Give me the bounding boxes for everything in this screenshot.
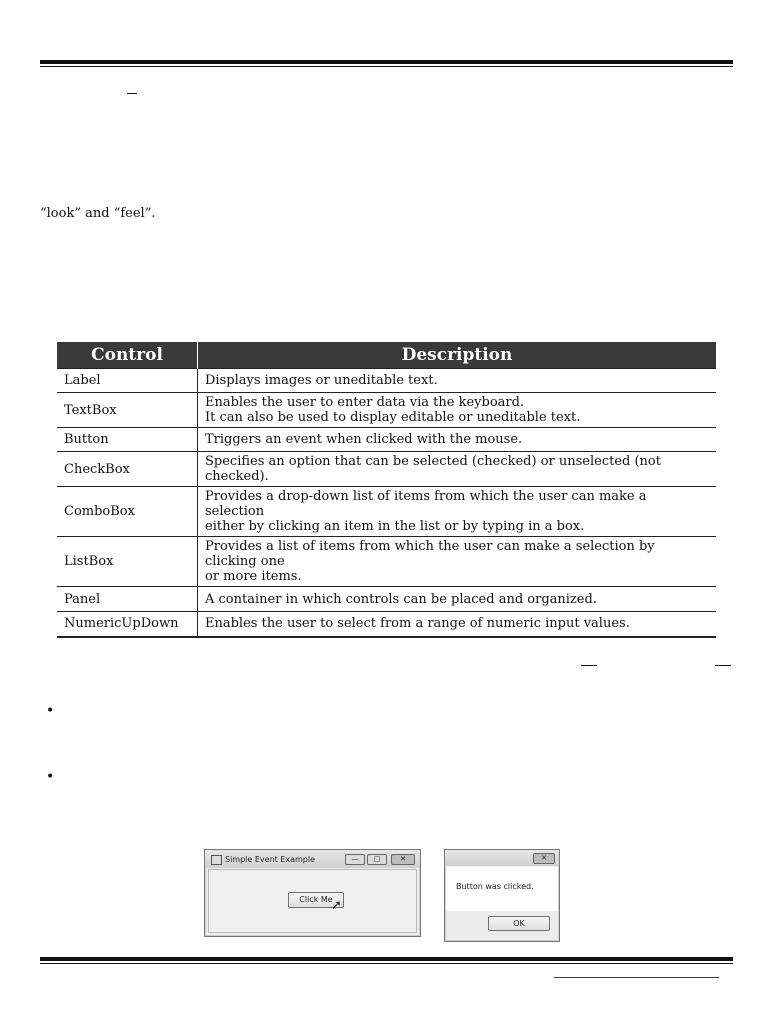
close-icon[interactable]: ✕ bbox=[533, 853, 555, 864]
description-line: Provides a list of items from which the user can make a selection by clicking one bbox=[205, 539, 655, 569]
table-row bbox=[57, 537, 716, 587]
description-line: or more items. bbox=[205, 569, 302, 584]
table-row bbox=[57, 369, 716, 393]
description-line: either by clicking an item in the list or by typing in a box. bbox=[205, 519, 585, 534]
cell-control: NumericUpDown bbox=[57, 612, 198, 637]
cell-control: ComboBox bbox=[57, 487, 198, 537]
description-line: Enables the user to select from a range of numeric input values. bbox=[205, 616, 630, 632]
cell-description bbox=[198, 393, 717, 428]
cell-control: ListBox bbox=[57, 537, 198, 587]
header-rule-thick bbox=[40, 60, 733, 64]
table-row bbox=[57, 587, 716, 612]
header-description: Description bbox=[198, 342, 717, 369]
dash-mark bbox=[127, 93, 137, 94]
close-icon[interactable]: ✕ bbox=[391, 854, 415, 865]
description-line: Displays images or uneditable text. bbox=[205, 373, 438, 388]
footer-rule-thin bbox=[40, 963, 733, 964]
controls-table bbox=[57, 342, 716, 638]
window-titlebar bbox=[205, 850, 420, 868]
window-client-area bbox=[208, 869, 417, 933]
cell-description bbox=[198, 487, 717, 537]
cell-control: Label bbox=[57, 369, 198, 393]
dash-mark bbox=[715, 665, 731, 666]
description-line: Specifies an option that can be selected (checked) or unselected (not checked). bbox=[205, 454, 661, 484]
message-dialog bbox=[444, 849, 560, 942]
table-row bbox=[57, 428, 716, 452]
app-icon bbox=[211, 855, 222, 865]
cell-control: Panel bbox=[57, 587, 198, 612]
simple-event-window bbox=[204, 849, 421, 937]
cell-control: Button bbox=[57, 428, 198, 452]
header-control: Control bbox=[57, 342, 198, 369]
table-row bbox=[57, 393, 716, 428]
footer-link-underline[interactable] bbox=[554, 977, 719, 978]
dialog-titlebar bbox=[445, 850, 559, 866]
cell-control: CheckBox bbox=[57, 452, 198, 487]
bullet-marker: • bbox=[46, 703, 55, 719]
window-title: Simple Event Example bbox=[225, 855, 316, 864]
bullet-marker: • bbox=[46, 769, 55, 785]
maximize-icon[interactable]: □ bbox=[367, 854, 387, 865]
cell-description bbox=[198, 537, 717, 587]
cell-control: TextBox bbox=[57, 393, 198, 428]
ok-button[interactable]: OK bbox=[488, 916, 550, 931]
look-feel-text: “look” and “feel”. bbox=[40, 206, 156, 221]
cell-description bbox=[198, 369, 717, 393]
dash-mark bbox=[581, 665, 597, 666]
table-header-row bbox=[57, 342, 716, 369]
mouse-cursor-icon: ➚ bbox=[331, 898, 342, 913]
description-line: Provides a drop-down list of items from which the user can make a selection bbox=[205, 489, 647, 519]
minimize-icon[interactable]: — bbox=[345, 854, 365, 865]
click-me-button[interactable]: Click Me bbox=[288, 892, 344, 908]
description-line: Enables the user to enter data via the keyboard. bbox=[205, 395, 525, 410]
cell-description bbox=[198, 428, 717, 452]
description-line: A container in which controls can be placed and organized. bbox=[205, 591, 597, 607]
cell-description bbox=[198, 612, 717, 637]
cell-description bbox=[198, 587, 717, 612]
dialog-message-area bbox=[446, 867, 558, 911]
cell-description bbox=[198, 452, 717, 487]
header-rule-thin bbox=[40, 66, 733, 67]
description-line: Triggers an event when clicked with the mouse. bbox=[205, 432, 523, 447]
dialog-message: Button was clicked. bbox=[456, 882, 534, 891]
description-line: It can also be used to display editable or uneditable text. bbox=[205, 410, 581, 425]
footer-rule-thick bbox=[40, 957, 733, 961]
table-row bbox=[57, 612, 716, 637]
table-row bbox=[57, 487, 716, 537]
table-row bbox=[57, 452, 716, 487]
